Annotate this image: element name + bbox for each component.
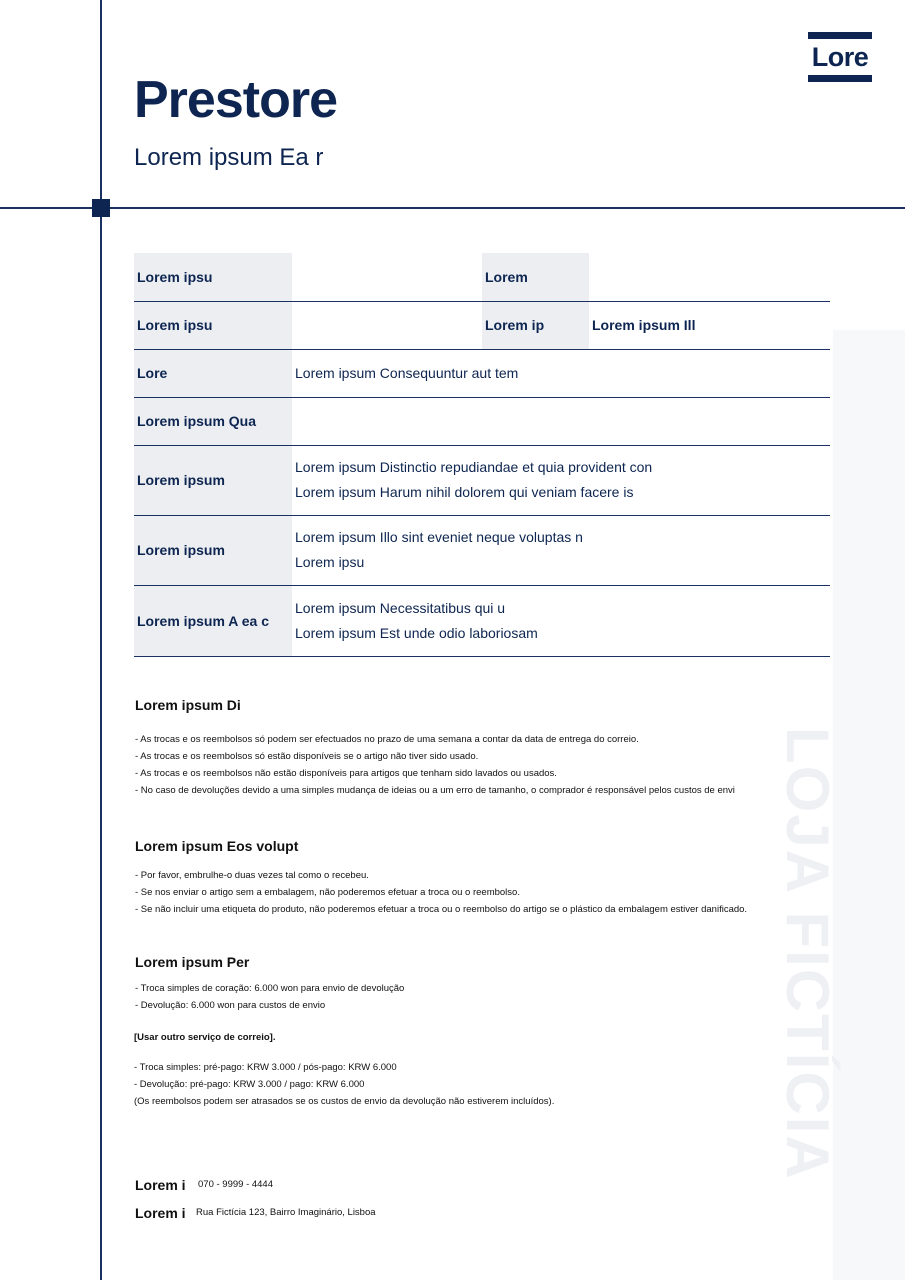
- list-item: - Devolução: pré-pago: KRW 3.000 / pago: KRW 6.000: [134, 1079, 365, 1090]
- row7-label: Lorem ipsum A ea c: [134, 585, 292, 656]
- logo-text: Lore: [811, 42, 869, 72]
- list-item: - As trocas e os reembolsos só podem ser efectuados no prazo de uma semana a contar da data de entrega do correio.: [135, 734, 639, 745]
- phone-label: Lorem i: [135, 1177, 186, 1193]
- list-item: - As trocas e os reembolsos só estão disponíveis se o artigo não tiver sido usado.: [135, 751, 479, 762]
- horizontal-rule: [0, 207, 905, 209]
- list-item: - Se nos enviar o artigo sem a embalagem, não poderemos efetuar a troca ou o reembolso.: [135, 887, 520, 898]
- row6-line2: Lorem ipsu: [295, 554, 365, 570]
- watermark: LOJA FICTÍCIA: [774, 727, 841, 1181]
- address-value: Rua Fictícia 123, Bairro Imaginário, Lisboa: [196, 1207, 376, 1218]
- row7-line1: Lorem ipsum Necessitatibus qui u: [295, 599, 506, 616]
- list-item: - Troca simples: pré-pago: KRW 3.000 / pós-pago: KRW 6.000: [134, 1062, 397, 1073]
- row7-line2: Lorem ipsum Est unde odio laboriosam: [295, 624, 538, 641]
- corner-marker: [92, 199, 110, 217]
- logo: [808, 32, 872, 82]
- section1-title: Lorem ipsum Di: [135, 697, 241, 713]
- row2-value: [292, 301, 482, 349]
- page-title: Prestore: [134, 71, 337, 129]
- table-row: [134, 445, 830, 515]
- table-row: [134, 349, 830, 397]
- row1-label2: Lorem: [482, 253, 589, 301]
- list-item: (Os reembolsos podem ser atrasados se os custos de envio da devolução não estiverem incluídos).: [134, 1096, 555, 1107]
- row5-line2: Lorem ipsum Harum nihil dolorem qui veniam facere is: [295, 484, 634, 500]
- row5-value: [292, 445, 830, 515]
- row4-value: [292, 397, 830, 445]
- list-item: - No caso de devoluções devido a uma simples mudança de ideias ou a um erro de tamanho, o comprador é responsável pelos custos de envi: [135, 785, 735, 796]
- row3-value: Lorem ipsum Consequuntur aut tem: [292, 349, 830, 397]
- table-row: [134, 515, 830, 585]
- table-row: [134, 301, 830, 349]
- row1-label: Lorem ipsu: [134, 253, 292, 301]
- row5-label: Lorem ipsum: [134, 445, 292, 515]
- logo-bar-top: [808, 32, 872, 39]
- section3-list-a: [135, 980, 404, 1014]
- row4-label: Lorem ipsum Qua: [134, 397, 292, 445]
- side-strip: [833, 330, 905, 1280]
- table-row: [134, 585, 830, 656]
- section3-list-b: [134, 1059, 554, 1110]
- section2-list: [135, 867, 747, 918]
- phone-value: 070 - 9999 - 4444: [198, 1179, 274, 1190]
- row2-label2: Lorem ip: [482, 301, 589, 349]
- address-label: Lorem i: [135, 1205, 186, 1221]
- list-item: - Por favor, embrulhe-o duas vezes tal como o recebeu.: [135, 870, 369, 881]
- list-item: - As trocas e os reembolsos não estão disponíveis para artigos que tenham sido lavados ou usados.: [135, 768, 557, 779]
- page-subtitle: Lorem ipsum Ea r: [134, 144, 324, 171]
- row7-value: [292, 585, 830, 656]
- row3-label: Lore: [134, 349, 292, 397]
- section3-note: [Usar outro serviço de correio].: [134, 1032, 276, 1043]
- row1-value: [292, 253, 482, 301]
- section1-list: [135, 731, 735, 799]
- info-table: [134, 253, 830, 657]
- logo-bar-bottom: [808, 75, 872, 82]
- section2-title: Lorem ipsum Eos volupt: [135, 838, 299, 854]
- row6-line1: Lorem ipsum Illo sint eveniet neque voluptas n: [295, 529, 583, 545]
- row6-value: [292, 515, 830, 585]
- table-row: [134, 253, 830, 301]
- section3-title: Lorem ipsum Per: [135, 954, 250, 970]
- row2-value2: Lorem ipsum Ill: [589, 301, 830, 349]
- vertical-rule: [100, 0, 102, 1280]
- list-item: - Devolução: 6.000 won para custos de envio: [135, 1000, 326, 1011]
- list-item: - Se não incluir uma etiqueta do produto, não poderemos efetuar a troca ou o reembolso do artigo se o plástico da embalagem estiver danificado.: [135, 904, 748, 915]
- row5-line1: Lorem ipsum Distinctio repudiandae et quia provident con: [295, 459, 653, 475]
- table-row: [134, 397, 830, 445]
- row1-value2: [589, 253, 830, 301]
- list-item: - Troca simples de coração: 6.000 won para envio de devolução: [135, 983, 405, 994]
- row2-label: Lorem ipsu: [134, 301, 292, 349]
- row6-label: Lorem ipsum: [134, 515, 292, 585]
